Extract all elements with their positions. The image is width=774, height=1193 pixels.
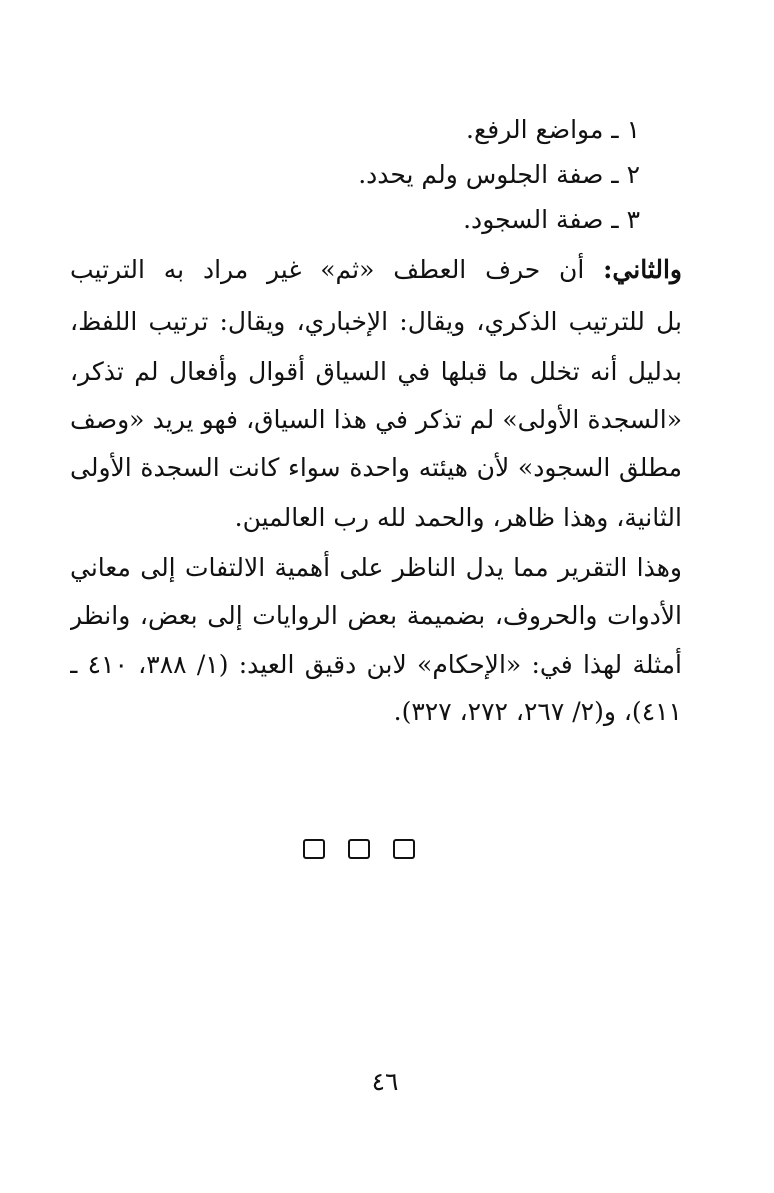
square-icon <box>393 839 415 859</box>
section-divider <box>303 836 415 860</box>
paragraph-2-line-1: وهذا التقرير مما يدل الناظر على أهمية الالتفات إلى معاني <box>70 553 682 582</box>
square-icon <box>348 839 370 859</box>
paragraph-lead: والثاني: <box>603 255 682 284</box>
paragraph-2-line-4: ٤١١)، و(٢/ ٢٦٧، ٢٧٢، ٣٢٧). <box>393 697 682 726</box>
paragraph-1-line-6: الثانية، وهذا ظاهر، والحمد لله رب العالمين. <box>234 503 682 532</box>
page-number: ٤٦ <box>371 1067 399 1096</box>
square-icon <box>303 839 325 859</box>
paragraph-2-line-2: الأدوات والحروف، بضميمة بعض الروايات إلى بعض، وانظر <box>70 601 682 630</box>
list-item-1: ١ ـ مواضع الرفع. <box>466 115 640 144</box>
paragraph-1-line-5: مطلق السجود» لأن هيئته واحدة سواء كانت السجدة الأولى <box>70 453 682 482</box>
list-item-3: ٣ ـ صفة السجود. <box>463 205 640 234</box>
paragraph-1-line-2: بل للترتيب الذكري، ويقال: الإخباري، ويقال: ترتيب اللفظ، <box>70 307 682 336</box>
paragraph-1-line-4: «السجدة الأولى» لم تذكر في هذا السياق، فهو يريد «وصف <box>70 405 682 434</box>
paragraph-2-line-3: أمثلة لهذا في: «الإحكام» لابن دقيق العيد: (١/ ٣٨٨، ٤١٠ ـ <box>70 650 682 679</box>
paragraph-1-line-1-text: أن حرف العطف «ثم» غير مراد به الترتيب <box>70 255 585 284</box>
paragraph-1-line-3: بدليل أنه تخلل ما قبلها في السياق أقوال وأفعال لم تذكر، <box>70 357 682 386</box>
list-item-2: ٢ ـ صفة الجلوس ولم يحدد. <box>358 160 640 189</box>
paragraph-1-line-1 <box>70 250 682 290</box>
